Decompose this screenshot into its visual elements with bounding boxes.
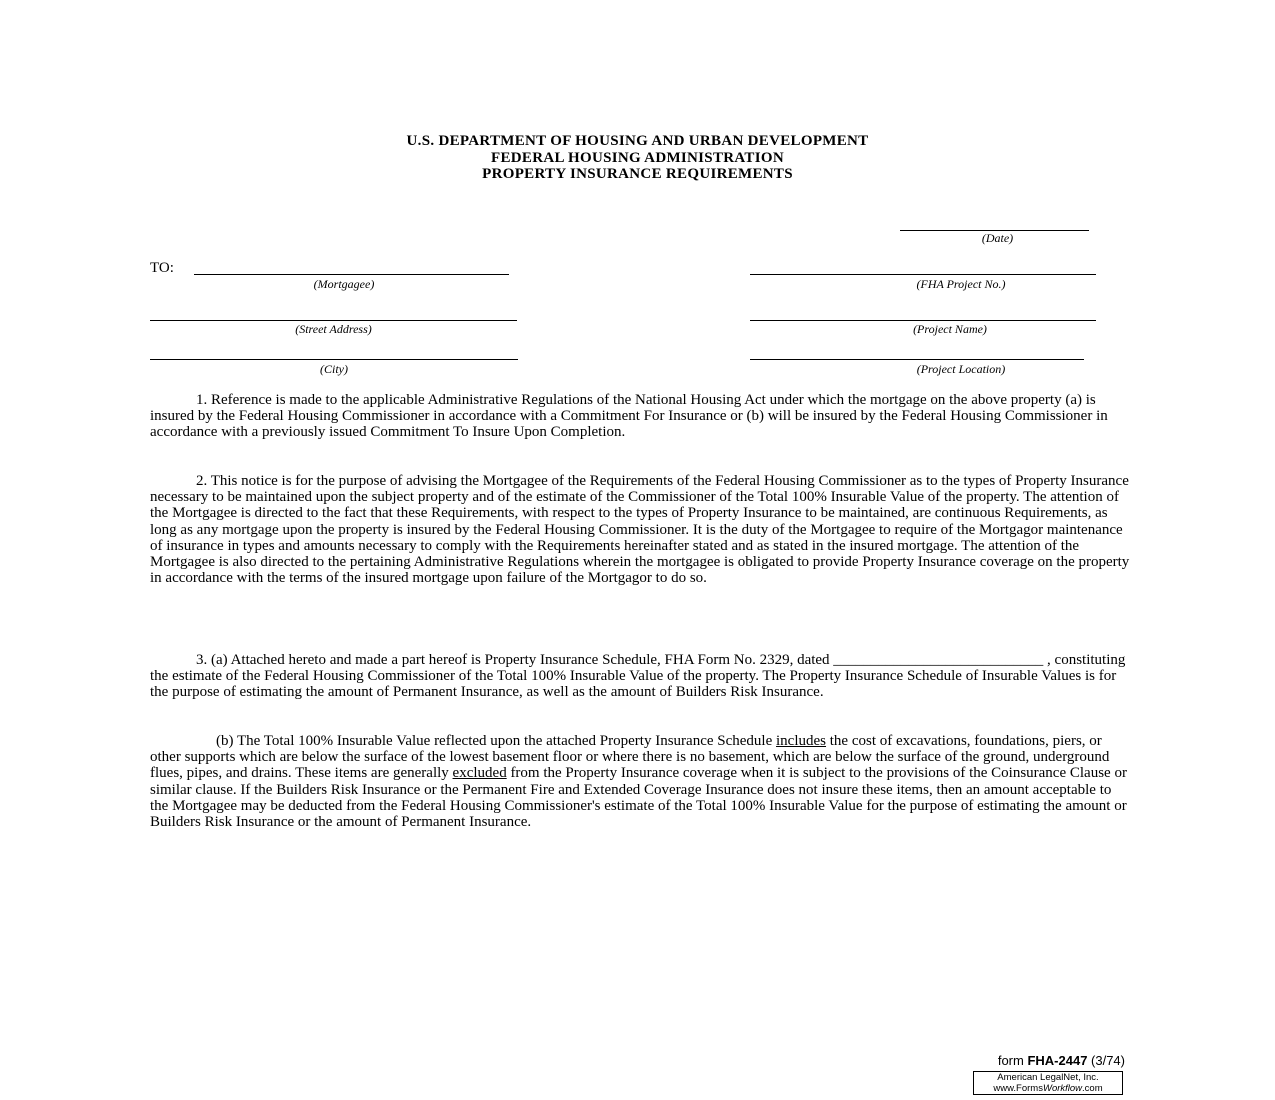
stamp-url-part-2: Workflow (1042, 1082, 1083, 1094)
publisher-stamp (973, 1071, 1123, 1095)
fha-project-no-caption: (FHA Project No.) (916, 277, 1006, 291)
paragraph-2-text: 2. This notice is for the purpose of advising the Mortgagee of the Requirements of the Federal Housing Commissioner as to the types of Property Insurance necessary to be maintained upon the subject property and of the estimate of the Commissioner of the Total 100% Insurable Value of the property. The attention of the Mortgagee is directed to the fact that these Requirements, with respect to the types of Property Insurance to be maintained, are continuous Requirements, as long as any mortgage upon the property is insured by the Federal Housing Commissioner. It is the duty of the Mortgagee to require of the Mortgagor maintenance of insurance in types and amounts necessary to comply with the Requirements hereinafter stated and as stated in the insured mortgage. The attention of the Mortgagee is also directed to the pertaining Administrative Regulations wherein the mortgagee is obligated to provide Property Insurance coverage on the property in accordance with the terms of the insured mortgage upon failure of the Mortgagor to do so. (150, 473, 1130, 587)
paragraph-3b (150, 733, 1130, 830)
fha-project-no-field-line[interactable] (750, 274, 1096, 275)
header-department: U.S. DEPARTMENT OF HOUSING AND URBAN DEVELOPMENT (406, 133, 869, 149)
document-header (0, 133, 1275, 183)
mortgagee-caption: (Mortgagee) (313, 277, 375, 291)
city-caption: (City) (320, 362, 348, 376)
paragraph-1-text: 1. Reference is made to the applicable Administrative Regulations of the National Housing Act under which the mortgage on the above property (a) is insured by the Federal Housing Commissioner in accordance with a Commitment For Insurance or (b) will be insured by the Federal Housing Commissioner in accordance with a previously issued Commitment To Insure Upon Completion. (150, 392, 1108, 441)
stamp-url-part-3: .com (1082, 1082, 1103, 1094)
city-field-line[interactable] (150, 359, 518, 360)
paragraph-2 (150, 473, 1130, 586)
project-location-caption: (Project Location) (916, 362, 1006, 376)
paragraph-3a-text: 3. (a) Attached hereto and made a part hereof is Property Insurance Schedule, FHA Form No. 2329, dated ____________________________ , constituting the estimate of the Federal Housing Commissioner of the Total 100% Insurable Value of the property. The Property Insurance Schedule of Insurable Values is for the purpose of estimating the amount of Permanent Insurance, as well as the amount of Builders Risk Insurance. (150, 652, 1126, 701)
header-administration: FEDERAL HOUSING ADMINISTRATION (491, 149, 784, 166)
project-name-field-line[interactable] (750, 320, 1096, 321)
project-location-field-line[interactable] (750, 359, 1084, 360)
paragraph-1 (150, 392, 1130, 441)
mortgagee-field-line[interactable] (194, 274, 509, 275)
excluded-underlined: excluded (452, 765, 507, 782)
stamp-company: American LegalNet, Inc. (997, 1072, 1099, 1083)
includes-underlined: includes (776, 733, 827, 749)
form-date: (3/74) (1087, 1053, 1125, 1068)
project-name-caption: (Project Name) (913, 322, 987, 336)
header-title: PROPERTY INSURANCE REQUIREMENTS (482, 166, 793, 182)
paragraph-3a (150, 652, 1130, 701)
form-identifier (998, 1053, 1125, 1068)
stamp-url (974, 1084, 1122, 1095)
paragraph-3b-text-2: the cost of excavations, foundations, piers, or other supports which are below the surface of the lowest basement floor or where there is no basement, which are below the surface of the ground, underground flues, pipes, and drains. These items are generally (150, 733, 1110, 782)
paragraph-3b-text-1: (b) The Total 100% Insurable Value reflected upon the attached Property Insurance Schedule (216, 733, 777, 749)
to-label: TO: (150, 260, 174, 276)
paragraph-3b-text-3: from the Property Insurance coverage when it is subject to the provisions of the Coinsurance Clause or similar clause. If the Builders Risk Insurance or the Permanent Fire and Extended Coverage Insurance does not insure these items, then an amount acceptable to the Mortgagee may be deducted from the Federal Housing Commissioner's estimate of the Total 100% Insurable Value for the purpose of estimating the amount or Builders Risk Insurance or the amount of Permanent Insurance. (150, 765, 1127, 831)
form-number: FHA-2447 (1027, 1053, 1088, 1068)
form-prefix: form (997, 1053, 1028, 1068)
date-caption: (Date) (981, 231, 1014, 245)
street-address-caption: (Street Address) (295, 322, 372, 336)
stamp-url-part-1: www.Forms (993, 1082, 1043, 1094)
street-address-field-line[interactable] (150, 320, 517, 321)
